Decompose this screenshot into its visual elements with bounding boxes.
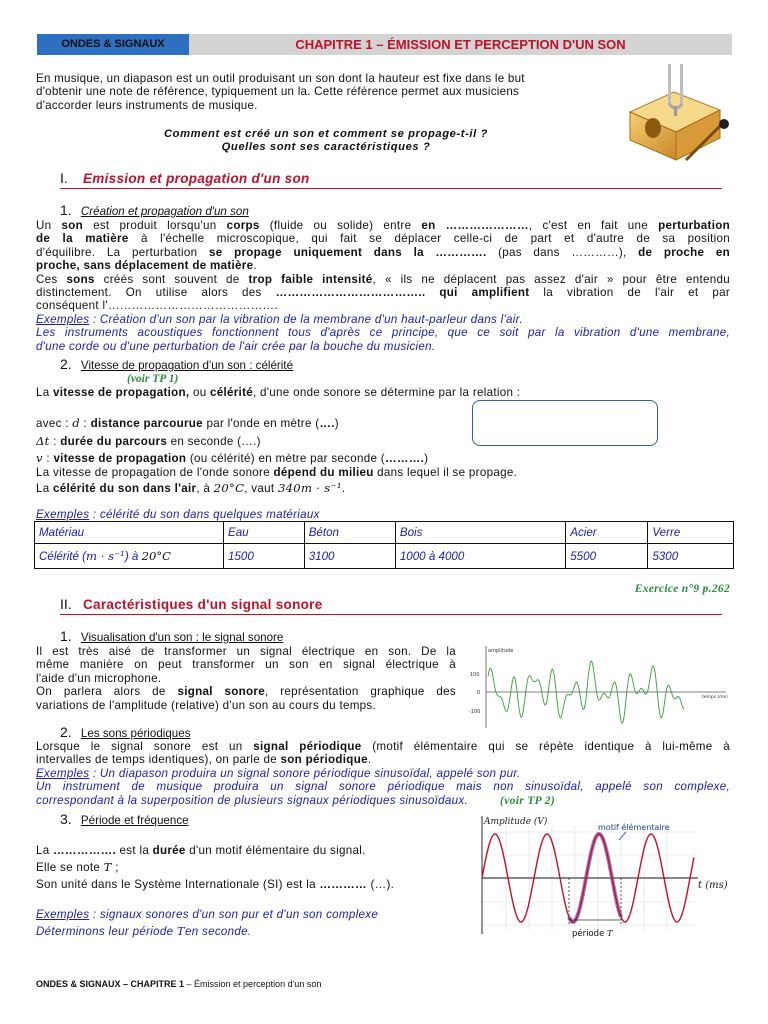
example-line: Déterminons leur période Ten seconde. [36,924,252,938]
text-line: Son unité dans le Système Internationale (SI) est la ………… (…). [36,878,395,891]
page-footer: ONDES & SIGNAUX – CHAPITRE 1 – Émission et perception d'un son [36,979,322,989]
subsection-number: 3. [60,811,72,827]
distance-def: avec : d : distance parcourue par l'onde en mètre (….) [36,416,339,430]
subsection-2-3-heading [60,811,189,827]
y-axis-label: amplitude [488,648,514,654]
definitions [36,415,428,468]
intro-line: d'accorder leurs instruments de musique. [36,98,258,112]
text-line: l'aide d'un microphone. [36,671,162,685]
example-line: Un instrument de musique produira un signal sonore périodique mais non sinusoïdal, appelé son complexe, [36,780,730,794]
table-header-row [35,522,734,544]
exercise-reference: Exercice n°9 p.262 [634,583,730,595]
table-header: Matériau [35,522,224,544]
key-questions [36,128,616,154]
medium-line: La vitesse de propagation de l'onde sonore dépend du milieu dans lequel il se propage. [36,466,518,479]
section-1-heading [60,170,722,189]
section-title: Emission et propagation d'un son [83,171,310,186]
motif-arrow [619,832,626,840]
text-line: On parlera alors de signal sonore, représentation graphique des [36,685,456,699]
subsection-2-2-heading [60,724,191,740]
text-line: proche, sans déplacement de matière. [36,259,257,273]
creation-paragraph [36,219,730,353]
subsection-title: Création et propagation d'un son [80,205,249,218]
text-line: conséquent l'……………………………………. [36,299,278,313]
formula-box [472,400,658,446]
example-line: Exemples : Création d'un son par la vibration de la membrane d'un haut-parleur dans l'air. [36,312,523,326]
section-2-heading [60,596,722,615]
duration-def: Δt : durée du parcours en seconde (….) [36,433,261,448]
table-header: Verre [648,522,734,544]
table-row [35,544,734,569]
x-axis-label: temps (ms) [702,695,728,700]
text-line: Un son est produit lorsqu'un corps (fluide ou solide) entre en …………………, c'est en fait une perturbation [36,219,730,232]
subsection-title: Les sons périodiques [80,727,191,740]
period-label: période T [572,929,613,939]
tuning-fork-icon [624,62,736,168]
subsection-number: 2. [60,356,72,372]
air-speed-line: La célérité du son dans l'air, à 20°C, vaut 340m · s⁻¹. [36,481,346,495]
signal-paragraph [36,645,456,712]
subsection-1-2-heading [60,356,293,372]
table-header: Acier [566,522,648,544]
period-definition [36,842,394,893]
relation-line: La vitesse de propagation, ou célérité, d'une onde sonore se détermine par la relation : [36,386,521,399]
speed-def: v : vitesse de propagation (ou célérité) en mètre par seconde (……….) [36,451,429,465]
table-row-label: Célérité (m · s⁻¹) à 20°C [35,544,224,569]
y-tick-label: -100 [469,709,481,715]
table-header: Béton [304,522,395,544]
example-line: Les instruments acoustiques fonctionnent tous d'après ce principe, que ce soit par la vibration d'une membrane, [36,326,730,340]
subsection-number: 1. [60,202,72,218]
subsection-2-1-heading [60,628,283,644]
example-line: Exemples : signaux sonores d'un son pur et d'un son complexe [36,908,379,921]
section-number: II. [60,596,72,612]
chapter-title: CHAPITRE 1 – ÉMISSION ET PERCEPTION D'UN SON [189,34,732,55]
text-line: de la matière à l'échelle microscopique, qui fait se déplacer celle-ci de part et d'autre de sa position [36,232,730,246]
table-header: Eau [224,522,305,544]
intro-line: En musique, un diapason est un outil produisant un son dont la hauteur est fixe dans le but [36,72,525,85]
intro-paragraph [36,72,614,112]
subsection-number: 1. [60,628,72,644]
question-1: Comment est créé un son et comment se propage-t-il ? [164,128,488,140]
subsection-title: Période et fréquence [80,814,189,827]
subsection-title: Visualisation d'un son : le signal sonore [80,631,284,644]
subsection-number: 2. [60,724,72,740]
text-line: La ……………. est la durée d'un motif élémentaire du signal. [36,844,366,857]
intro-line: d'obtenir une note de référence, typiquement un la. Cette référence permet aux musiciens [36,85,520,99]
tp-reference: (voir TP 1) [127,373,179,385]
text-line: Il est très aisé de transformer un signal électrique en son. De la [36,645,456,658]
speed-table [34,521,734,569]
motif-label: motif élémentaire [598,823,670,832]
period-graph [466,812,734,940]
table-cell: 3100 [304,544,395,569]
text-line: variations de l'amplitude (relative) d'un son au cours du temps. [36,698,377,712]
text-line: Lorsque le signal sonore est un signal périodique (motif élémentaire qui se répète identique à lui-même à [36,740,730,753]
text-line: d'équilibre. La perturbation se propage uniquement dans la …………. (pas dans …………), de proche en [36,245,731,259]
text-line: distinctement. On utilise alors des ……………………………….. qui amplifient la vibration de l'air et par [36,286,730,300]
section-number: I. [60,170,68,186]
period-examples [36,907,378,940]
materials-example: Exemples : célérité du son dans quelques matériaux [36,508,320,521]
y-axis-label: Amplitude (V) [484,817,548,827]
periodic-paragraph [36,740,730,807]
table-header: Bois [395,522,565,544]
subsection-1-1-heading [60,202,249,218]
example-line: correspondant à la superposition de plusieurs signaux périodiques sinusoïdaux. (voir TP 2) [36,793,556,807]
text-line: Elle se note T ; [36,860,119,874]
example-line: d'une corde ou d'une perturbation de l'air crée par la bouche du musicien. [36,339,436,353]
y-tick-label: 100 [470,672,480,678]
chapter-category: ONDES & SIGNAUX [37,34,189,55]
text-line: intervalles de temps identiques), on parle de son périodique. [36,753,372,767]
table-cell: 1000 à 4000 [395,544,565,569]
table-cell: 5300 [648,544,734,569]
text-line: même manière on peut transformer un son en signal électrique à [36,658,456,672]
table-cell: 1500 [224,544,305,569]
subsection-title: Vitesse de propagation d'un son : célérité [80,359,294,372]
sound-signal-graph [464,640,732,734]
section-title: Caractéristiques d'un signal sonore [83,597,323,612]
text-line: Ces sons créés sont souvent de trop faible intensité, « ils ne déplacent pas assez d'air » pour être entendu [36,272,730,286]
question-2: Quelles sont ses caractéristiques ? [221,141,431,153]
table-cell: 5500 [566,544,648,569]
example-line: Exemples : Un diapason produira un signal sonore périodique sinusoïdal, appelé son pur. [36,766,521,780]
y-tick-label: 0 [477,690,481,696]
x-axis-label: t (ms) [698,880,728,891]
